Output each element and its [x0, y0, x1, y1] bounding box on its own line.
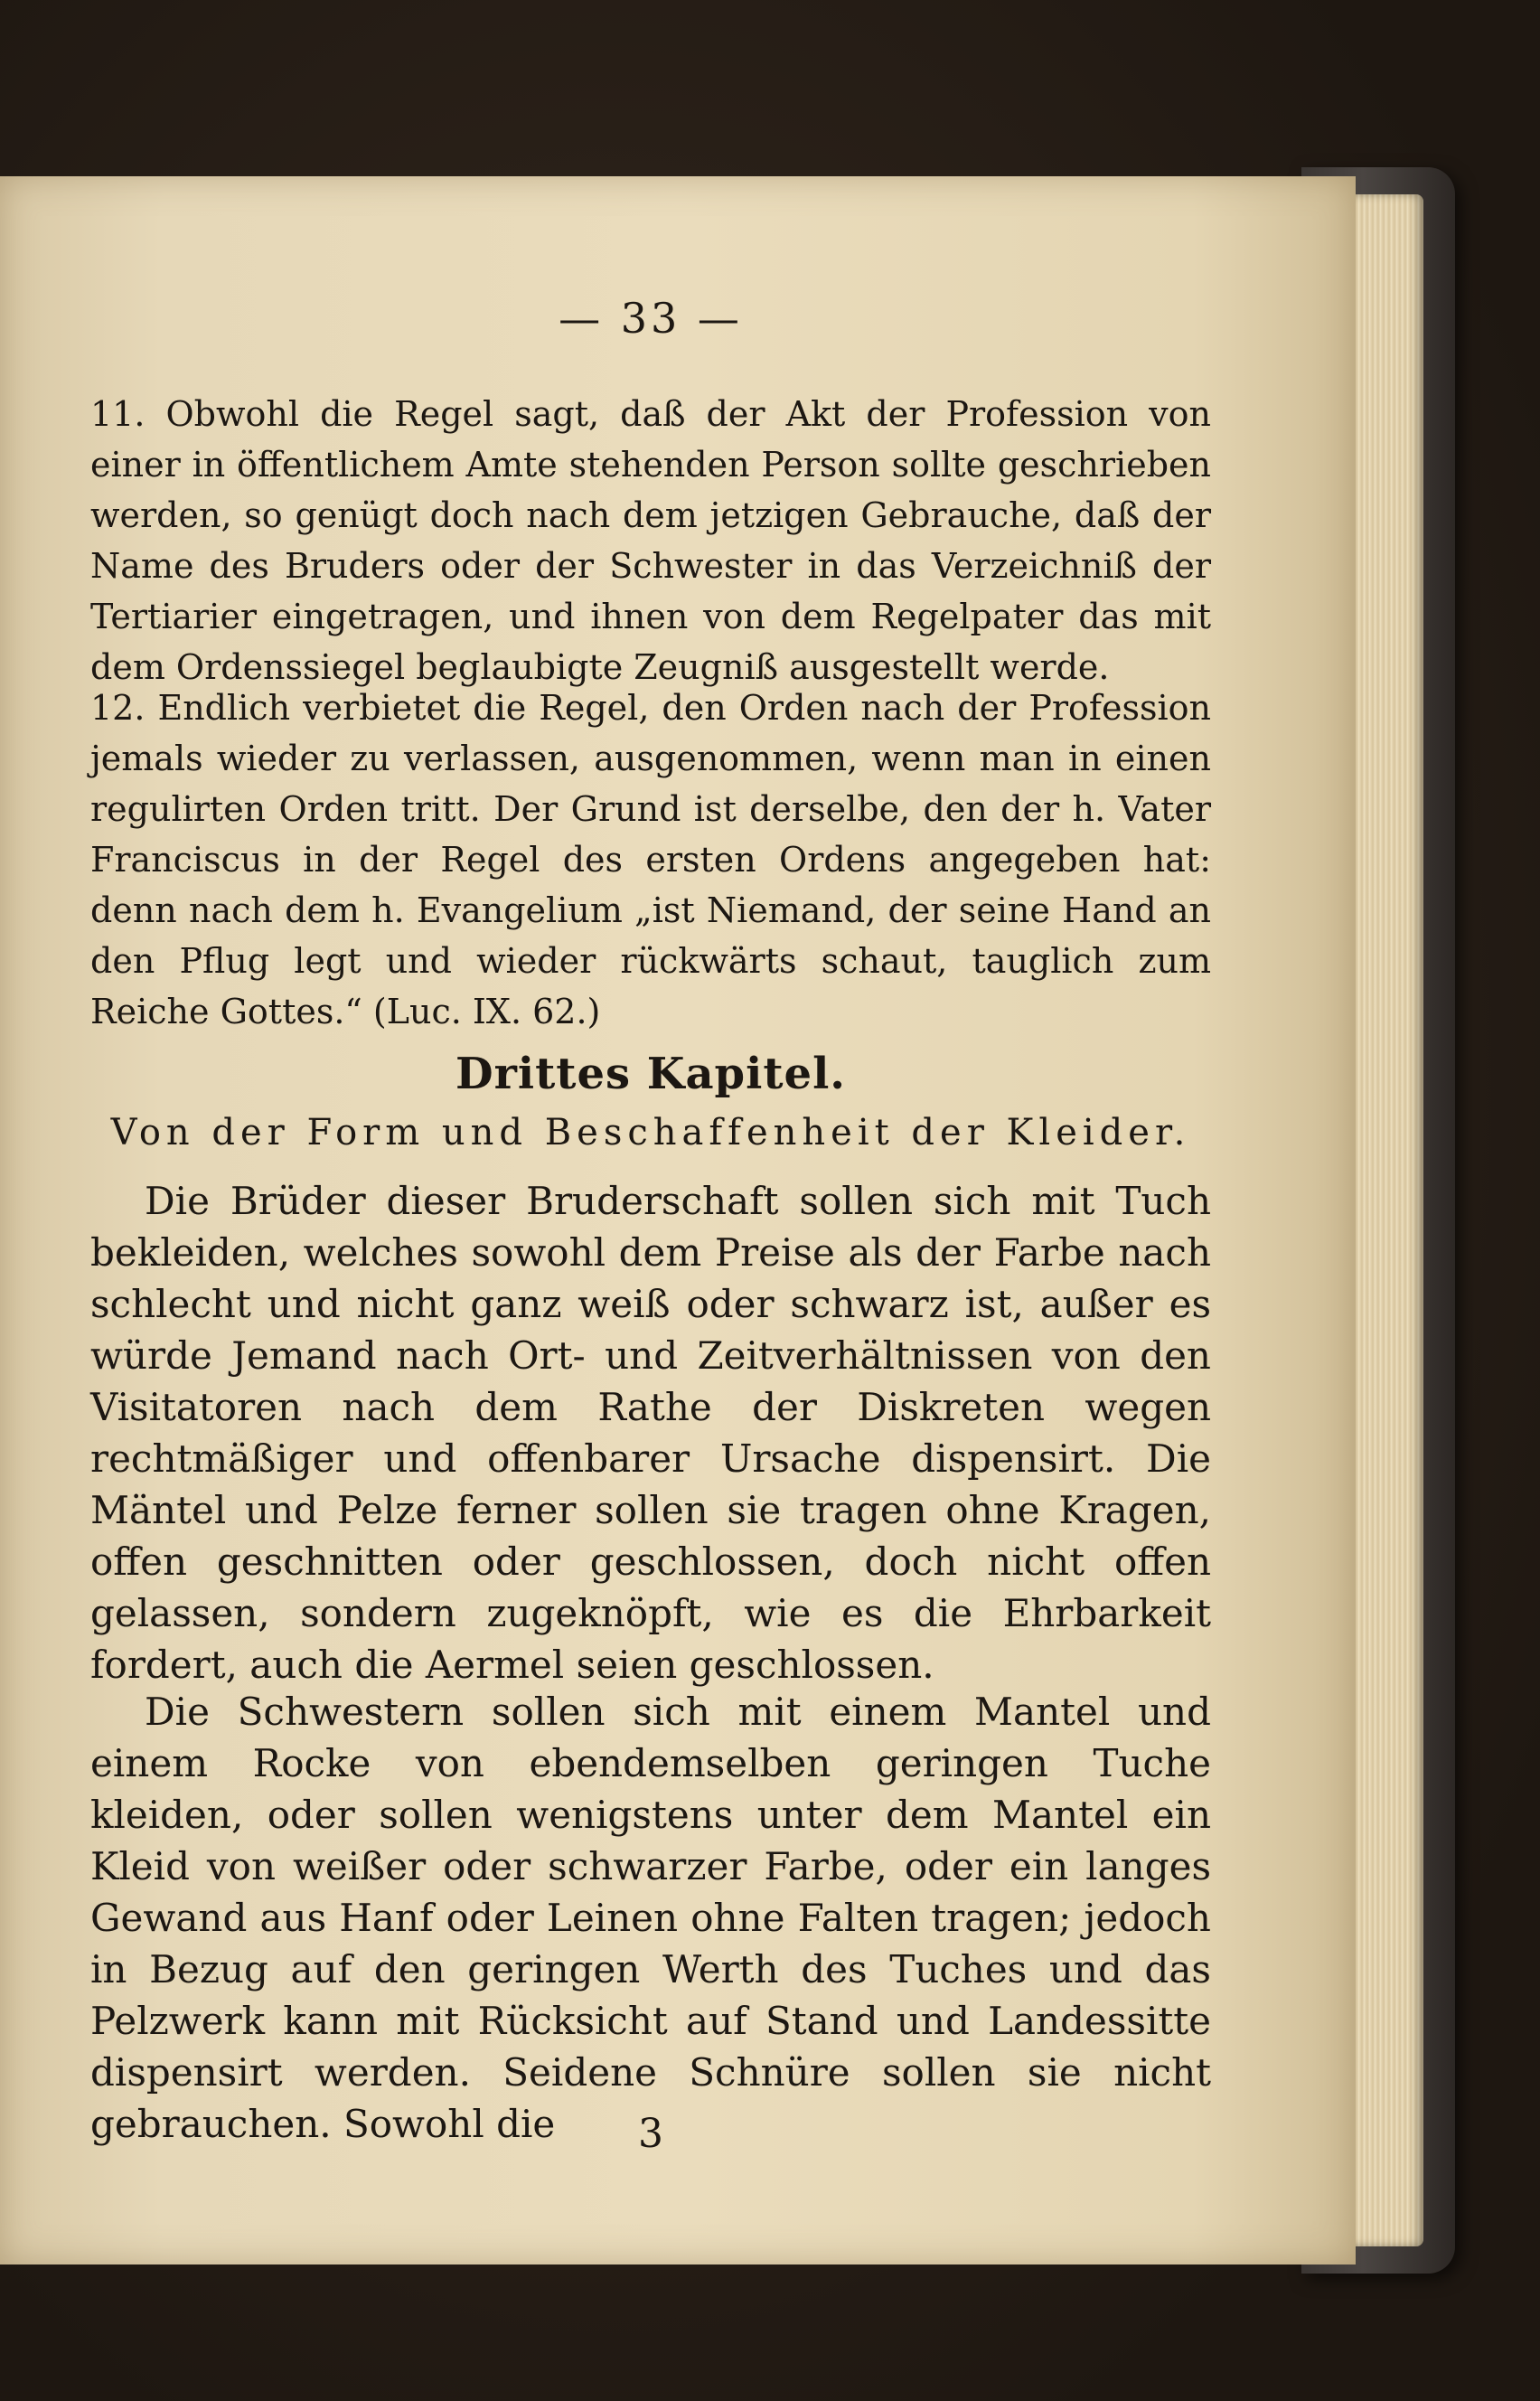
paragraph-12: 12. Endlich verbietet die Regel, den Orden nach der Profession jemals wieder zu verlassen, ausgenommen, wenn man in einen regulirten Orden tritt. Der Grund ist derselbe, den der h. Vater Franciscus in der Regel des ersten Ordens angegeben hat: denn nach dem h. Evangelium „ist Niemand, der seine Hand an den Pflug legt und wieder rückwärts schaut, tauglich zum Reiche Gottes.“ (Luc. IX. 62.) [90, 688, 1211, 1031]
paragraph-sisters: Die Schwestern sollen sich mit einem Mantel und einem Rocke von ebendemselben geringen Tuche kleiden, oder sollen wenigstens unter dem Mantel ein Kleid von weißer oder schwarzer Farbe, oder ein langes Gewand aus Hanf oder Leinen ohne Falten tragen; jedoch in Bezug auf den geringen Werth des Tuches und das Pelzwerk kann mit Rücksicht auf Stand und Landessitte dispensirt werden. Seidene Schnüre sollen sie nicht gebrauchen. Sowohl die [90, 1690, 1211, 2146]
chapter-title: Drittes Kapitel. [455, 1049, 847, 1099]
page-content [90, 231, 1211, 2219]
signature-mark: 3 [638, 2111, 663, 2157]
book-page [0, 176, 1356, 2264]
chapter-subtitle: Von der Form und Beschaffenheit der Kleider. [110, 1112, 1191, 1153]
paragraph-brothers: Die Brüder dieser Bruderschaft sollen sich mit Tuch bekleiden, welches sowohl dem Preise als der Farbe nach schlecht und nicht ganz weiß oder schwarz ist, außer es würde Jemand nach Ort- und Zeitverhältnissen von den Visitatoren nach dem Rathe der Diskreten wegen rechtmäßiger und offenbarer Ursache dispensirt. Die Mäntel und Pelze ferner sollen sie tragen ohne Kragen, offen geschnitten oder geschlossen, doch nicht offen gelassen, sondern zugeknöpft, wie es die Ehrbarkeit fordert, auch die Aermel seien geschlossen. [90, 1179, 1211, 1687]
paragraph-11: 11. Obwohl die Regel sagt, daß der Akt der Profession von einer in öffentlichem Amte stehenden Person sollte geschrieben werden, so genügt doch nach dem jetzigen Gebrauche, daß der Name des Bruders oder der Schwester in das Verzeichniß der Tertiarier eingetragen, und ihnen von dem Regelpater das mit dem Ordenssiegel beglaubigte Zeugniß ausgestellt werde. [90, 394, 1211, 687]
page-number: — 33 — [559, 294, 743, 343]
